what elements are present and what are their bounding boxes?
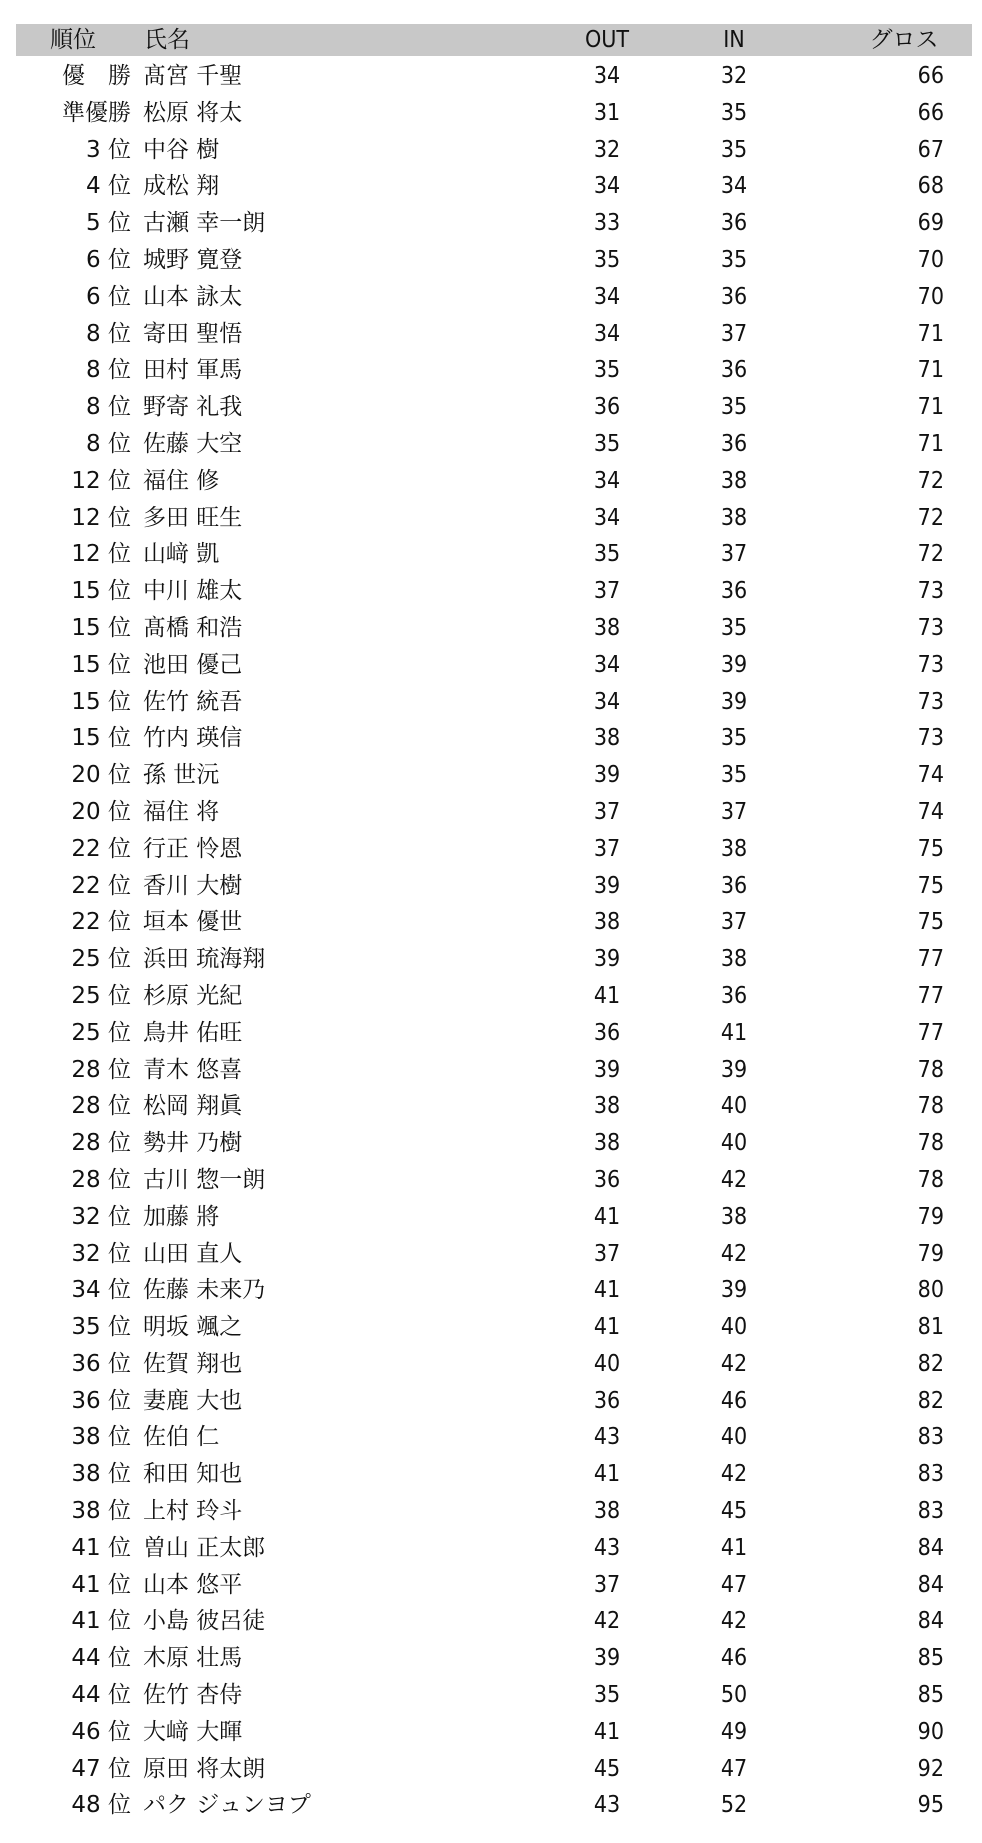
- in-score-cell: 35: [720, 614, 748, 641]
- rank-cell: 優 勝: [62, 63, 131, 89]
- in-score-cell: 37: [720, 798, 748, 825]
- out-score-cell: 35: [593, 1682, 621, 1709]
- out-score-cell: 34: [593, 504, 621, 531]
- gross-score-cell: 84: [917, 1608, 944, 1635]
- name-cell: 孫 世沅: [143, 762, 220, 789]
- rank-cell: 47 位: [71, 1755, 131, 1782]
- table-row: [16, 279, 972, 316]
- gross-score-cell: 70: [917, 283, 944, 310]
- rank-cell: 20 位: [71, 798, 131, 825]
- table-row: [16, 316, 972, 353]
- gross-score-cell: 74: [917, 762, 944, 789]
- rank-cell: 44 位: [71, 1645, 131, 1672]
- gross-score-cell: 73: [917, 614, 944, 641]
- table-row: [16, 757, 972, 794]
- name-cell: 古川 惣一朗: [143, 1166, 266, 1193]
- table-row: [16, 1309, 972, 1346]
- out-score-cell: 34: [593, 173, 621, 200]
- name-cell: 杉原 光紀: [143, 982, 243, 1009]
- out-score-cell: 39: [593, 872, 621, 899]
- out-score-cell: 32: [593, 136, 621, 163]
- out-score-cell: 38: [593, 909, 621, 936]
- gross-score-cell: 80: [917, 1277, 944, 1304]
- rank-cell: 8 位: [86, 357, 131, 384]
- out-score-cell: 37: [593, 578, 621, 605]
- name-cell: 和田 知也: [143, 1461, 243, 1488]
- in-score-cell: 38: [720, 946, 748, 973]
- rank-cell: 48 位: [71, 1792, 131, 1819]
- out-score-cell: 41: [593, 1203, 621, 1230]
- in-score-cell: 41: [720, 1534, 748, 1561]
- out-score-cell: 42: [593, 1608, 621, 1635]
- table-row: [16, 1383, 972, 1420]
- rank-cell: 15 位: [71, 651, 131, 678]
- rank-cell: 15 位: [71, 725, 131, 752]
- rank-cell: 46 位: [71, 1718, 131, 1745]
- in-score-cell: 39: [720, 1277, 748, 1304]
- rank-cell: 28 位: [71, 1056, 131, 1083]
- gross-score-cell: 95: [917, 1792, 944, 1819]
- name-cell: 多田 旺生: [143, 504, 243, 531]
- rank-cell: 36 位: [71, 1350, 131, 1377]
- table-row: [16, 1015, 972, 1052]
- name-cell: 松原 将太: [143, 99, 243, 126]
- name-cell: 佐賀 翔也: [143, 1350, 243, 1377]
- rank-cell: 12 位: [71, 504, 131, 531]
- results-table-body: [16, 58, 972, 1824]
- rank-cell: 6 位: [86, 246, 131, 273]
- table-row: [16, 647, 972, 684]
- gross-score-cell: 83: [917, 1498, 944, 1525]
- rank-cell: 36 位: [71, 1387, 131, 1414]
- in-score-cell: 47: [720, 1571, 748, 1598]
- name-cell: 山﨑 凱: [143, 541, 220, 568]
- in-score-cell: 40: [720, 1093, 748, 1120]
- out-score-cell: 37: [593, 1571, 621, 1598]
- gross-score-cell: 78: [917, 1056, 944, 1083]
- rank-cell: 35 位: [71, 1314, 131, 1341]
- table-row: [16, 1751, 972, 1788]
- in-score-cell: 36: [720, 357, 748, 384]
- rank-cell: 12 位: [71, 541, 131, 568]
- name-cell: 明坂 颯之: [143, 1314, 243, 1341]
- in-score-cell: 35: [720, 394, 748, 421]
- name-cell: 佐竹 杏侍: [143, 1682, 243, 1709]
- name-cell: 上村 玲斗: [143, 1498, 243, 1525]
- gross-score-cell: 77: [917, 982, 944, 1009]
- name-cell: 佐竹 統吾: [143, 688, 243, 715]
- in-score-cell: 46: [720, 1645, 748, 1672]
- name-cell: 大﨑 大暉: [143, 1718, 243, 1745]
- gross-score-cell: 71: [917, 430, 944, 457]
- in-score-cell: 35: [720, 246, 748, 273]
- out-score-cell: 38: [593, 1130, 621, 1157]
- header-out: OUT: [584, 27, 630, 53]
- out-score-cell: 38: [593, 725, 621, 752]
- table-row: [16, 1052, 972, 1089]
- rank-cell: 8 位: [86, 394, 131, 421]
- out-score-cell: 43: [593, 1424, 621, 1451]
- gross-score-cell: 78: [917, 1093, 944, 1120]
- name-cell: 寄田 聖悟: [143, 320, 243, 347]
- rank-cell: 38 位: [71, 1461, 131, 1488]
- header-in: IN: [723, 27, 745, 53]
- gross-score-cell: 66: [917, 63, 944, 89]
- rank-cell: 32 位: [71, 1203, 131, 1230]
- in-score-cell: 38: [720, 835, 748, 862]
- rank-cell: 32 位: [71, 1240, 131, 1267]
- rank-cell: 41 位: [71, 1608, 131, 1635]
- table-row: [16, 1346, 972, 1383]
- rank-cell: 22 位: [71, 872, 131, 899]
- rank-cell: 15 位: [71, 578, 131, 605]
- out-score-cell: 36: [593, 1387, 621, 1414]
- out-score-cell: 33: [593, 210, 621, 237]
- gross-score-cell: 78: [917, 1166, 944, 1193]
- gross-score-cell: 75: [917, 872, 944, 899]
- name-cell: 池田 優己: [143, 651, 243, 678]
- in-score-cell: 34: [720, 173, 748, 200]
- table-row: [16, 1677, 972, 1714]
- name-cell: 城野 寛登: [143, 246, 243, 273]
- name-cell: 青木 悠喜: [143, 1056, 243, 1083]
- table-row: [16, 500, 972, 537]
- table-row: [16, 1567, 972, 1604]
- gross-score-cell: 73: [917, 688, 944, 715]
- table-row: [16, 463, 972, 500]
- name-cell: 山田 直人: [143, 1240, 243, 1267]
- table-row: [16, 1714, 972, 1751]
- gross-score-cell: 77: [917, 946, 944, 973]
- in-score-cell: 42: [720, 1350, 748, 1377]
- rank-cell: 28 位: [71, 1166, 131, 1193]
- table-row: [16, 794, 972, 831]
- header-gross: グロス: [869, 27, 939, 53]
- name-cell: 松岡 翔眞: [143, 1093, 243, 1120]
- name-cell: 小島 彼呂徒: [143, 1608, 266, 1635]
- gross-score-cell: 82: [917, 1350, 944, 1377]
- name-cell: 佐藤 未来乃: [143, 1277, 266, 1304]
- table-row: [16, 536, 972, 573]
- gross-score-cell: 85: [917, 1645, 944, 1672]
- table-row: [16, 1456, 972, 1493]
- name-cell: 妻鹿 大也: [143, 1387, 243, 1414]
- rank-cell: 41 位: [71, 1534, 131, 1561]
- table-row: [16, 1199, 972, 1236]
- in-score-cell: 42: [720, 1240, 748, 1267]
- gross-score-cell: 90: [917, 1718, 944, 1745]
- gross-score-cell: 71: [917, 394, 944, 421]
- rank-cell: 38 位: [71, 1498, 131, 1525]
- table-row: [16, 1640, 972, 1677]
- name-cell: 野寄 礼我: [143, 394, 243, 421]
- out-score-cell: 35: [593, 430, 621, 457]
- table-row: [16, 720, 972, 757]
- in-score-cell: 36: [720, 872, 748, 899]
- table-row: [16, 1419, 972, 1456]
- name-cell: 山本 悠平: [143, 1571, 243, 1598]
- gross-score-cell: 69: [917, 210, 944, 237]
- table-row: [16, 1162, 972, 1199]
- out-score-cell: 36: [593, 1019, 621, 1046]
- name-cell: 浜田 琉海翔: [143, 946, 266, 973]
- table-row: [16, 904, 972, 941]
- out-score-cell: 41: [593, 1461, 621, 1488]
- table-row: [16, 941, 972, 978]
- out-score-cell: 34: [593, 651, 621, 678]
- gross-score-cell: 79: [917, 1240, 944, 1267]
- rank-cell: 15 位: [71, 614, 131, 641]
- table-row: [16, 205, 972, 242]
- gross-score-cell: 74: [917, 798, 944, 825]
- in-score-cell: 36: [720, 430, 748, 457]
- rank-cell: 準優勝: [62, 99, 131, 126]
- in-score-cell: 35: [720, 99, 748, 126]
- gross-score-cell: 92: [917, 1755, 944, 1782]
- rank-cell: 44 位: [71, 1682, 131, 1709]
- out-score-cell: 38: [593, 1093, 621, 1120]
- gross-score-cell: 83: [917, 1461, 944, 1488]
- name-cell: 髙宮 千聖: [143, 63, 243, 89]
- table-row: [16, 831, 972, 868]
- out-score-cell: 34: [593, 467, 621, 494]
- table-row: [16, 684, 972, 721]
- table-row: [16, 1787, 972, 1824]
- out-score-cell: 41: [593, 1314, 621, 1341]
- in-score-cell: 36: [720, 982, 748, 1009]
- gross-score-cell: 78: [917, 1130, 944, 1157]
- table-row: [16, 389, 972, 426]
- name-cell: 古瀬 幸一朗: [143, 210, 266, 237]
- name-cell: 加藤 將: [143, 1203, 220, 1230]
- name-cell: 行正 怜恩: [143, 835, 243, 862]
- rank-cell: 28 位: [71, 1130, 131, 1157]
- in-score-cell: 42: [720, 1166, 748, 1193]
- in-score-cell: 38: [720, 1203, 748, 1230]
- name-cell: 田村 軍馬: [143, 357, 243, 384]
- rank-cell: 12 位: [71, 467, 131, 494]
- in-score-cell: 42: [720, 1608, 748, 1635]
- in-score-cell: 39: [720, 1056, 748, 1083]
- out-score-cell: 37: [593, 1240, 621, 1267]
- name-cell: 竹内 瑛信: [143, 725, 243, 752]
- in-score-cell: 35: [720, 725, 748, 752]
- table-row: [16, 1088, 972, 1125]
- table-row: [16, 1493, 972, 1530]
- gross-score-cell: 68: [917, 173, 944, 200]
- table-row: [16, 868, 972, 905]
- out-score-cell: 35: [593, 541, 621, 568]
- name-cell: 曽山 正太郎: [143, 1534, 266, 1561]
- in-score-cell: 50: [720, 1682, 748, 1709]
- in-score-cell: 46: [720, 1387, 748, 1414]
- out-score-cell: 36: [593, 1166, 621, 1193]
- in-score-cell: 35: [720, 762, 748, 789]
- in-score-cell: 40: [720, 1424, 748, 1451]
- in-score-cell: 32: [720, 63, 748, 89]
- rank-cell: 28 位: [71, 1093, 131, 1120]
- table-row: [16, 610, 972, 647]
- out-score-cell: 37: [593, 835, 621, 862]
- name-cell: 髙橋 和浩: [143, 614, 243, 641]
- in-score-cell: 40: [720, 1314, 748, 1341]
- in-score-cell: 36: [720, 578, 748, 605]
- table-header: [16, 24, 972, 56]
- in-score-cell: 37: [720, 320, 748, 347]
- gross-score-cell: 79: [917, 1203, 944, 1230]
- rank-cell: 25 位: [71, 1019, 131, 1046]
- header-rank: 順位: [50, 27, 96, 53]
- out-score-cell: 41: [593, 1718, 621, 1745]
- table-row: [16, 1236, 972, 1273]
- table-row: [16, 426, 972, 463]
- gross-score-cell: 72: [917, 504, 944, 531]
- gross-score-cell: 71: [917, 320, 944, 347]
- table-row: [16, 1125, 972, 1162]
- gross-score-cell: 72: [917, 467, 944, 494]
- out-score-cell: 39: [593, 1056, 621, 1083]
- rank-cell: 38 位: [71, 1424, 131, 1451]
- gross-score-cell: 75: [917, 909, 944, 936]
- in-score-cell: 41: [720, 1019, 748, 1046]
- out-score-cell: 39: [593, 946, 621, 973]
- gross-score-cell: 75: [917, 835, 944, 862]
- out-score-cell: 38: [593, 1498, 621, 1525]
- table-row: [16, 168, 972, 205]
- gross-score-cell: 81: [917, 1314, 944, 1341]
- name-cell: 福住 修: [143, 467, 220, 494]
- out-score-cell: 35: [593, 246, 621, 273]
- name-cell: 垣本 優世: [143, 909, 243, 936]
- out-score-cell: 43: [593, 1534, 621, 1561]
- rank-cell: 3 位: [86, 136, 131, 163]
- name-cell: 中川 雄太: [143, 578, 243, 605]
- gross-score-cell: 73: [917, 651, 944, 678]
- in-score-cell: 36: [720, 210, 748, 237]
- table-row: [16, 1272, 972, 1309]
- out-score-cell: 36: [593, 394, 621, 421]
- out-score-cell: 40: [593, 1350, 621, 1377]
- in-score-cell: 49: [720, 1718, 748, 1745]
- out-score-cell: 39: [593, 1645, 621, 1672]
- gross-score-cell: 83: [917, 1424, 944, 1451]
- out-score-cell: 34: [593, 283, 621, 310]
- rank-cell: 5 位: [86, 210, 131, 237]
- out-score-cell: 35: [593, 357, 621, 384]
- in-score-cell: 37: [720, 909, 748, 936]
- in-score-cell: 38: [720, 504, 748, 531]
- table-row: [16, 1603, 972, 1640]
- out-score-cell: 41: [593, 982, 621, 1009]
- name-cell: 福住 将: [143, 798, 220, 825]
- in-score-cell: 42: [720, 1461, 748, 1488]
- in-score-cell: 45: [720, 1498, 748, 1525]
- out-score-cell: 43: [593, 1792, 621, 1819]
- out-score-cell: 37: [593, 798, 621, 825]
- table-row: [16, 573, 972, 610]
- table-row: [16, 978, 972, 1015]
- in-score-cell: 40: [720, 1130, 748, 1157]
- rank-cell: 8 位: [86, 430, 131, 457]
- table-row: [16, 132, 972, 169]
- name-cell: 香川 大樹: [143, 872, 243, 899]
- out-score-cell: 34: [593, 320, 621, 347]
- rank-cell: 6 位: [86, 283, 131, 310]
- out-score-cell: 45: [593, 1755, 621, 1782]
- gross-score-cell: 67: [917, 136, 944, 163]
- name-cell: 鳥井 佑旺: [143, 1019, 243, 1046]
- name-cell: パク ジュンヨプ: [143, 1792, 311, 1819]
- name-cell: 木原 壮馬: [143, 1645, 243, 1672]
- table-row: [16, 352, 972, 389]
- table-row: [16, 242, 972, 279]
- rank-cell: 41 位: [71, 1571, 131, 1598]
- rank-cell: 25 位: [71, 982, 131, 1009]
- name-cell: 佐藤 大空: [143, 430, 243, 457]
- out-score-cell: 39: [593, 762, 621, 789]
- gross-score-cell: 73: [917, 725, 944, 752]
- gross-score-cell: 73: [917, 578, 944, 605]
- table-row: [16, 95, 972, 132]
- table-row: [16, 58, 972, 95]
- rank-cell: 8 位: [86, 320, 131, 347]
- rank-cell: 22 位: [71, 835, 131, 862]
- header-name: 氏名: [144, 27, 190, 53]
- name-cell: 成松 翔: [143, 173, 220, 200]
- in-score-cell: 37: [720, 541, 748, 568]
- rank-cell: 4 位: [86, 173, 131, 200]
- rank-cell: 22 位: [71, 909, 131, 936]
- name-cell: 原田 将太朗: [143, 1755, 266, 1782]
- name-cell: 佐伯 仁: [143, 1424, 220, 1451]
- out-score-cell: 31: [593, 99, 621, 126]
- gross-score-cell: 85: [917, 1682, 944, 1709]
- gross-score-cell: 82: [917, 1387, 944, 1414]
- in-score-cell: 35: [720, 136, 748, 163]
- in-score-cell: 36: [720, 283, 748, 310]
- rank-cell: 15 位: [71, 688, 131, 715]
- out-score-cell: 38: [593, 614, 621, 641]
- gross-score-cell: 84: [917, 1571, 944, 1598]
- gross-score-cell: 66: [917, 99, 944, 126]
- gross-score-cell: 70: [917, 246, 944, 273]
- out-score-cell: 41: [593, 1277, 621, 1304]
- in-score-cell: 52: [720, 1792, 748, 1819]
- in-score-cell: 39: [720, 651, 748, 678]
- out-score-cell: 34: [593, 63, 621, 89]
- name-cell: 中谷 樹: [143, 136, 220, 163]
- out-score-cell: 34: [593, 688, 621, 715]
- gross-score-cell: 84: [917, 1534, 944, 1561]
- in-score-cell: 39: [720, 688, 748, 715]
- in-score-cell: 47: [720, 1755, 748, 1782]
- gross-score-cell: 77: [917, 1019, 944, 1046]
- name-cell: 山本 詠太: [143, 283, 243, 310]
- gross-score-cell: 71: [917, 357, 944, 384]
- rank-cell: 34 位: [71, 1277, 131, 1304]
- in-score-cell: 38: [720, 467, 748, 494]
- rank-cell: 20 位: [71, 762, 131, 789]
- rank-cell: 25 位: [71, 946, 131, 973]
- gross-score-cell: 72: [917, 541, 944, 568]
- name-cell: 勢井 乃樹: [143, 1130, 243, 1157]
- table-row: [16, 1530, 972, 1567]
